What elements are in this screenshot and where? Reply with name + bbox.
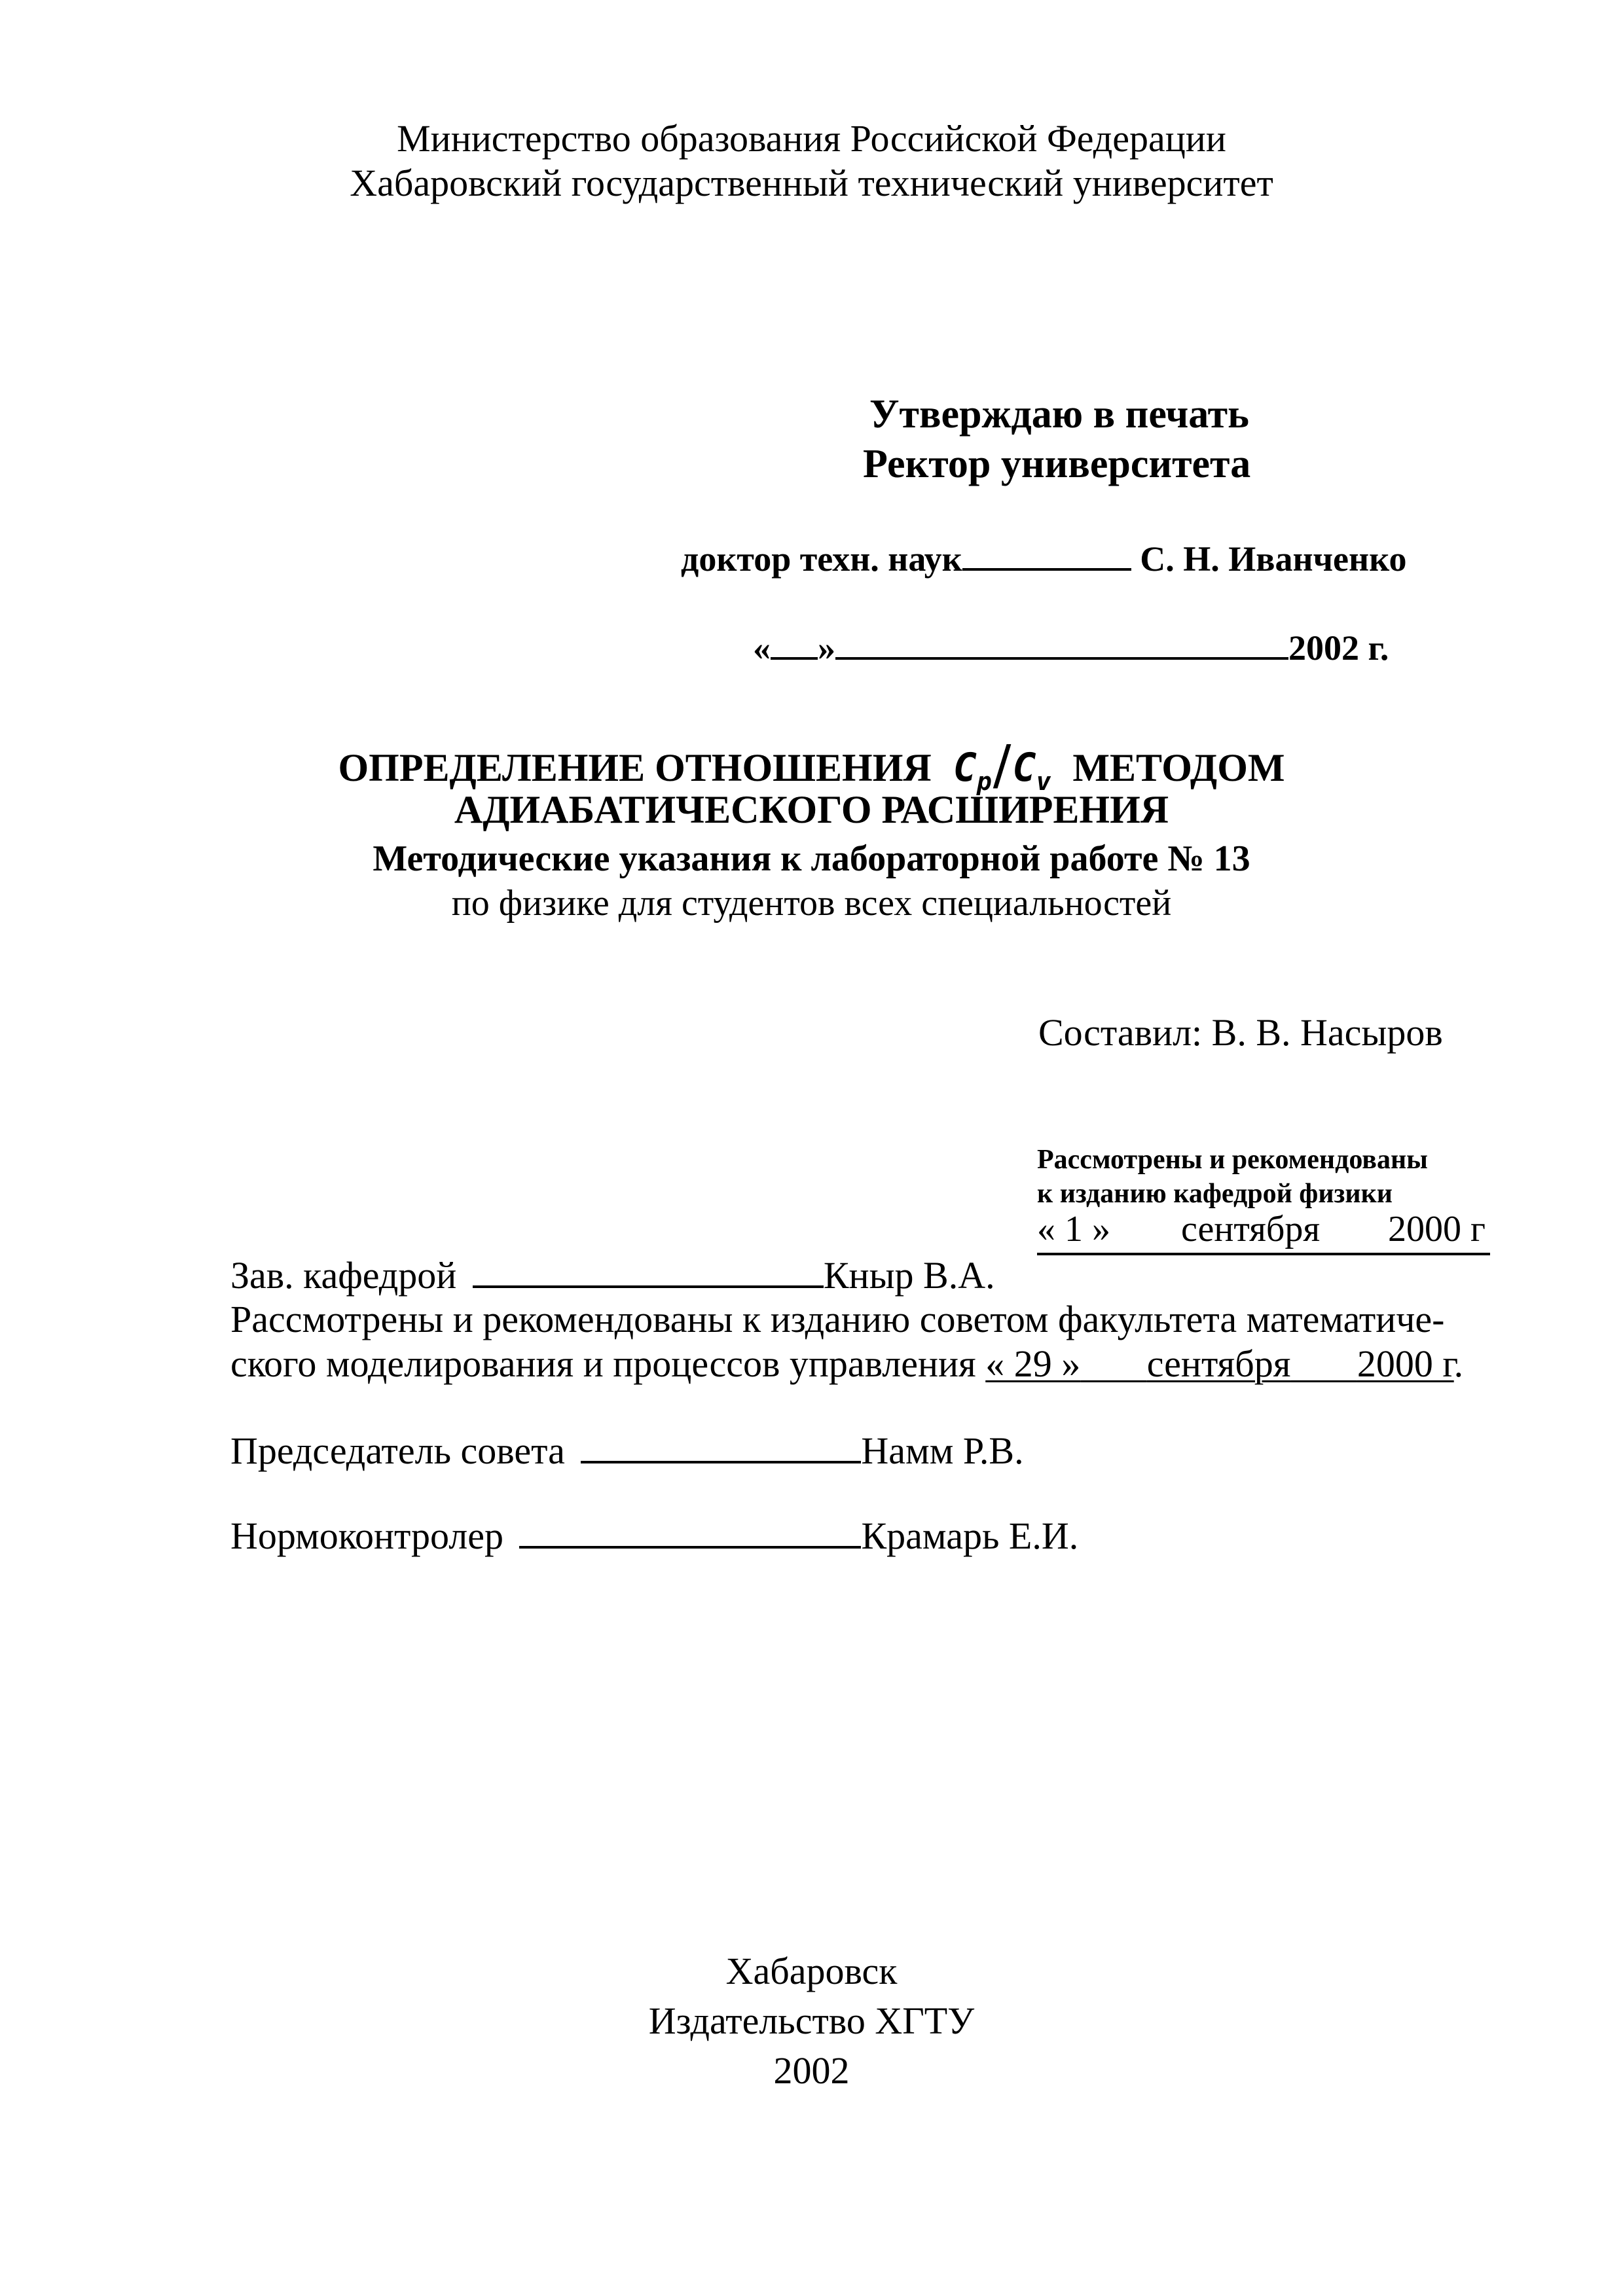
head-signature-blank [473,1251,824,1288]
council-review-line-2 [230,1342,1463,1386]
norm-name: Крамарь Е.И. [861,1515,1079,1557]
norm-signature-blank [519,1512,861,1549]
author-line: Составил: В. В. Насыров [1038,1011,1443,1054]
footer-year: 2002 [773,2049,850,2092]
day-blank [771,623,818,660]
approval-line-2: Ректор университета [863,442,1251,486]
title-text-before: ОПРЕДЕЛЕНИЕ ОТНОШЕНИЯ [338,746,932,789]
department-review-date [1037,1208,1490,1255]
approval-signature-line [681,534,1407,579]
signature-blank [962,534,1131,571]
formula-c2: C [1012,745,1036,791]
approval-signer: С. Н. Иванченко [1140,539,1407,579]
approval-degree: доктор техн. наук [681,539,962,579]
subtitle: Методические указания к лабораторной работе № 13 [373,838,1250,879]
norm-label: Нормоконтролер [230,1515,503,1557]
month-blank [835,623,1288,660]
formula-sub-p: p [976,767,992,796]
chair-label: Председатель совета [230,1429,565,1472]
audience: по физике для студентов всех специальностей [451,883,1172,924]
approval-year: 2002 г. [1288,628,1389,668]
council-month: сентября [1146,1342,1291,1385]
title-text-after: МЕТОДОМ [1072,746,1285,789]
council-year: 2000 г [1357,1342,1454,1385]
council-review-date [985,1342,1453,1385]
footer-publisher: Издательство ХГТУ [648,2000,975,2042]
formula-slash: / [993,734,1012,797]
head-name: Кныр В.А. [823,1254,995,1297]
chairman-line [230,1427,1024,1473]
formula-c1: C [953,745,977,791]
department-review-line-1: Рассмотрены и рекомендованы [1037,1145,1428,1175]
chair-signature-blank [581,1427,861,1463]
department-review-year: 2000 г [1388,1209,1486,1249]
head-label: Зав. кафедрой [230,1254,457,1297]
department-review-day: « 1 » [1037,1209,1110,1249]
council-review-line-1: Рассмотрены и рекомендованы к изданию советом факультета математиче- [230,1298,1445,1340]
approval-date-line [753,623,1389,668]
head-of-department-line [230,1251,995,1297]
quote-close: » [818,628,835,668]
council-dot: . [1453,1342,1464,1385]
norm-controller-line [230,1512,1078,1558]
ministry-line: Министерство образования Российской Федерации [397,117,1226,160]
chair-name: Намм Р.В. [861,1429,1024,1472]
quote-open: « [753,628,771,668]
cp-cv-formula [953,734,1051,797]
footer-city: Хабаровск [725,1950,898,1992]
department-review-line-2: к изданию кафедрой физики [1037,1179,1393,1209]
approval-line-1: Утверждаю в печать [869,392,1249,437]
formula-sub-v: v [1036,767,1051,796]
title-line-2: АДИАБАТИЧЕСКОГО РАСШИРЕНИЯ [454,788,1169,831]
council-review-text: ского моделирования и процессов управления [230,1342,976,1385]
department-review-month: сентября [1181,1209,1321,1249]
title-line-1 [0,732,1623,797]
council-day: « 29 » [985,1342,1081,1385]
university-line: Хабаровский государственный технический университет [350,162,1273,204]
